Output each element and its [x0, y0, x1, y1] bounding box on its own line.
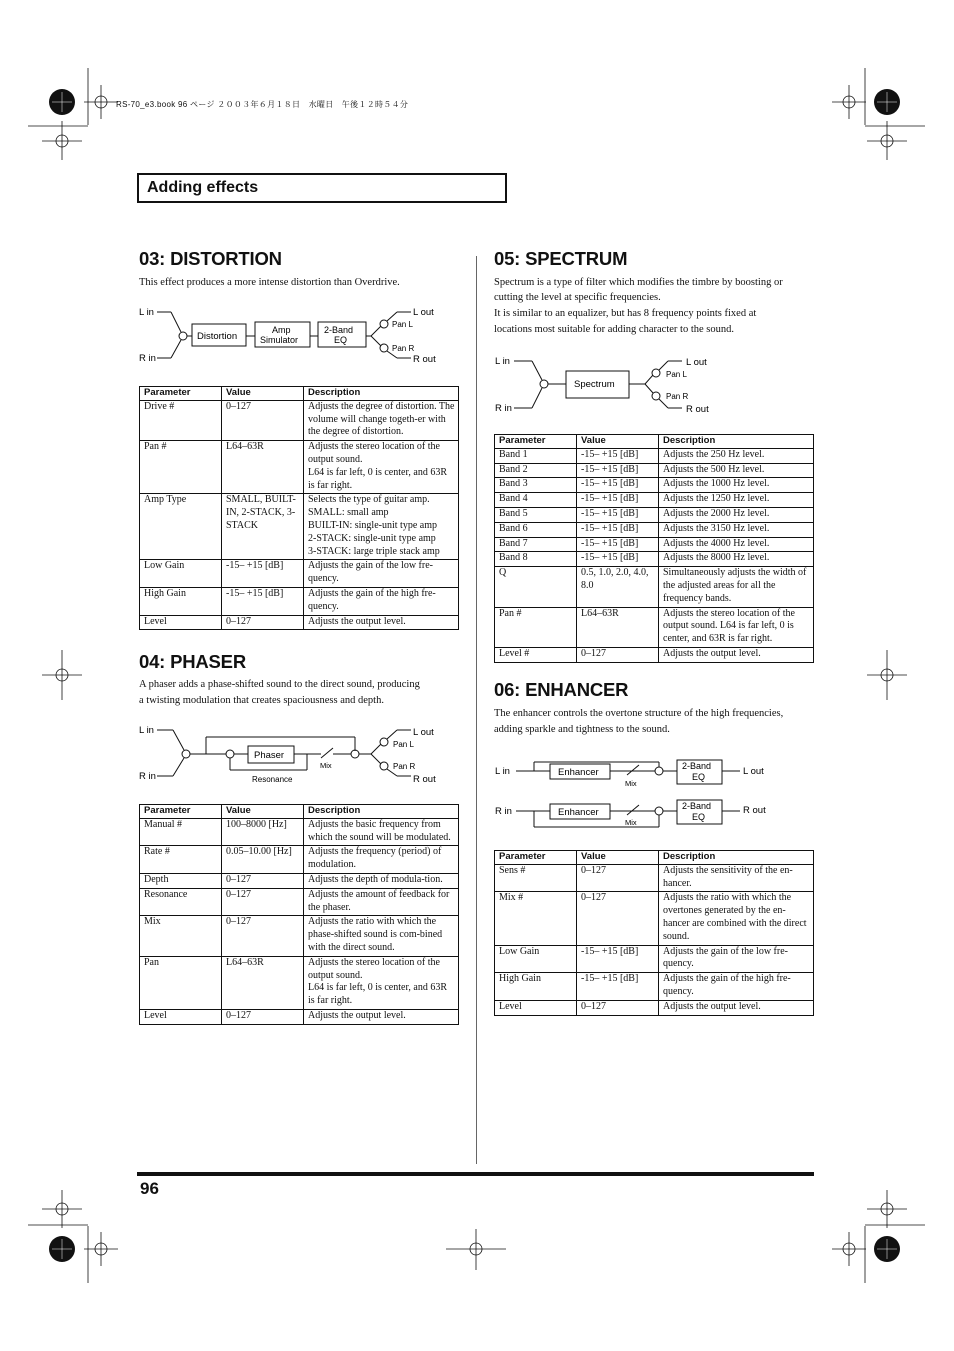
cell-value: -15– +15 [dB]: [577, 507, 659, 522]
cell-description: Adjusts the gain of the high fre-quency.: [659, 973, 814, 1001]
cell-description: Adjusts the stereo location of the output sound. L64 is far left, 0 is center, and 63R is far right.: [304, 956, 459, 1009]
cell-value: 0.5, 1.0, 2.0, 4.0, 8.0: [577, 567, 659, 607]
cell-description: Adjusts the stereo location of the output sound. L64 is far left, 0 is center, and 63R is far right.: [659, 607, 814, 647]
spectrum-pan-l: Pan L: [666, 370, 687, 379]
spectrum-intro-line3: It is similar to an equalizer, but has 8 frequency points fixed at: [494, 308, 757, 319]
col-parameter: Parameter: [140, 805, 222, 819]
cell-value: -15– +15 [dB]: [577, 493, 659, 508]
phaser-block: Phaser: [254, 750, 285, 761]
cell-value: -15– +15 [dB]: [577, 945, 659, 973]
cell-description: Adjusts the sensitivity of the en-hancer.: [659, 864, 814, 892]
cell-parameter: Rate #: [140, 846, 222, 874]
phaser-title: 04: PHASER: [139, 651, 246, 672]
cell-parameter: Drive #: [140, 400, 222, 440]
table-row: [495, 567, 814, 607]
cell-parameter: High Gain: [140, 587, 222, 615]
cell-value: L64–63R: [577, 607, 659, 647]
cell-parameter: Band 1: [495, 448, 577, 463]
spectrum-l-out: L out: [686, 357, 707, 368]
cell-parameter: Resonance: [140, 888, 222, 916]
enhancer-table: [494, 850, 814, 1016]
page-number: 96: [140, 1179, 159, 1198]
cell-value: -15– +15 [dB]: [577, 463, 659, 478]
table-row: [140, 615, 459, 630]
cell-description: Adjusts the 4000 Hz level.: [659, 537, 814, 552]
cell-value: SMALL, BUILT-IN, 2-STACK, 3-STACK: [222, 494, 304, 560]
table-row: [140, 587, 459, 615]
cell-description: Adjusts the degree of distortion. The volume will change togeth-er with the degree of distortion.: [304, 400, 459, 440]
cell-description: Adjusts the depth of modula-tion.: [304, 873, 459, 888]
table-row: [140, 916, 459, 956]
cell-parameter: Low Gain: [140, 560, 222, 588]
table-row: [140, 400, 459, 440]
phaser-diagram: [135, 720, 455, 788]
dist-block-amp-sim: Simulator: [260, 335, 299, 345]
cell-value: 0–127: [577, 1000, 659, 1015]
spectrum-block: Spectrum: [574, 379, 615, 390]
enh-eq-r-b: EQ: [692, 812, 706, 822]
enh-block-r: Enhancer: [558, 807, 599, 818]
cell-parameter: Mix #: [495, 892, 577, 945]
cell-description: Adjusts the 1000 Hz level.: [659, 478, 814, 493]
cell-value: -15– +15 [dB]: [577, 537, 659, 552]
cell-parameter: Level: [140, 615, 222, 630]
col-description: Description: [304, 805, 459, 819]
phaser-table: [139, 804, 459, 1025]
cell-parameter: Amp Type: [140, 494, 222, 560]
spectrum-r-in: R in: [495, 403, 512, 414]
cell-description: Selects the type of guitar amp. SMALL: small amp BUILT-IN: single-unit type amp 2-STACK: single-unit type amp 3-STACK: large triple stack amp: [304, 494, 459, 560]
phaser-l-in: L in: [139, 725, 154, 736]
cell-description: Adjusts the output level.: [304, 615, 459, 630]
table-row: [495, 448, 814, 463]
cell-description: Adjusts the amount of feedback for the phaser.: [304, 888, 459, 916]
table-row: [495, 973, 814, 1001]
cell-value: -15– +15 [dB]: [577, 552, 659, 567]
spectrum-intro-line4: locations most suitable for adding character to the sound.: [494, 324, 734, 335]
cell-parameter: Depth: [140, 873, 222, 888]
table-row: [495, 537, 814, 552]
dist-block-distortion: Distortion: [197, 331, 238, 342]
phaser-intro-line2: a twisting modulation that creates spaciousness and depth.: [139, 695, 384, 706]
dist-block-amp: Amp: [272, 325, 291, 335]
dist-pan-r: Pan R: [392, 344, 415, 353]
phaser-pan-r: Pan R: [393, 762, 416, 771]
spectrum-pan-r: Pan R: [666, 392, 689, 401]
cell-description: Adjusts the basic frequency from which the sound will be modulated.: [304, 818, 459, 846]
cell-value: 0–127: [222, 873, 304, 888]
cell-description: Adjusts the output level.: [659, 647, 814, 662]
cell-value: 0–127: [222, 615, 304, 630]
cell-description: Adjusts the 1250 Hz level.: [659, 493, 814, 508]
enh-block-l: Enhancer: [558, 767, 599, 778]
cell-description: Adjusts the 3150 Hz level.: [659, 522, 814, 537]
phaser-r-in: R in: [139, 771, 156, 782]
table-row: [140, 818, 459, 846]
dist-r-in: R in: [139, 353, 156, 364]
table-row: [495, 478, 814, 493]
print-header: RS-70_e3.book 96 ページ ２００３年６月１８日 水曜日 午後１２時５４分: [116, 100, 409, 109]
table-row: [495, 507, 814, 522]
cell-parameter: Sens #: [495, 864, 577, 892]
col-description: Description: [304, 387, 459, 401]
table-row: [495, 522, 814, 537]
cell-description: Adjusts the output level.: [659, 1000, 814, 1015]
cell-description: Adjusts the stereo location of the output sound. L64 is far left, 0 is center, and 63R is far right.: [304, 441, 459, 494]
table-row: [495, 607, 814, 647]
cell-value: -15– +15 [dB]: [577, 478, 659, 493]
enh-eq-l-a: 2-Band: [682, 761, 712, 771]
col-value: Value: [222, 805, 304, 819]
table-row: [140, 888, 459, 916]
cell-description: Adjusts the gain of the low fre-quency.: [659, 945, 814, 973]
cell-parameter: Level: [140, 1009, 222, 1024]
enh-mix-l: Mix: [625, 779, 637, 788]
enhancer-diagram: [492, 752, 792, 832]
cell-parameter: Band 2: [495, 463, 577, 478]
cell-parameter: Pan #: [140, 441, 222, 494]
distortion-diagram: [135, 302, 455, 368]
col-parameter: Parameter: [140, 387, 222, 401]
cell-description: Adjusts the output level.: [304, 1009, 459, 1024]
enh-eq-r-a: 2-Band: [682, 801, 712, 811]
cell-value: -15– +15 [dB]: [577, 973, 659, 1001]
table-row: [140, 846, 459, 874]
cell-parameter: Q: [495, 567, 577, 607]
cell-value: -15– +15 [dB]: [577, 522, 659, 537]
cell-value: -15– +15 [dB]: [577, 448, 659, 463]
table-row: [140, 1009, 459, 1024]
cell-description: Adjusts the 250 Hz level.: [659, 448, 814, 463]
enh-r-out: R out: [743, 805, 766, 816]
spectrum-table: [494, 434, 814, 663]
table-row: [495, 463, 814, 478]
cell-parameter: Band 6: [495, 522, 577, 537]
enh-mix-r: Mix: [625, 818, 637, 827]
cell-description: Adjusts the ratio with which the overtones generated by the en-hancer are combined with the direct sound.: [659, 892, 814, 945]
cell-description: Adjusts the gain of the low fre-quency.: [304, 560, 459, 588]
footer-rule: [137, 1172, 814, 1176]
table-row: [495, 647, 814, 662]
section-title: Adding effects: [137, 173, 507, 203]
cell-description: Simultaneously adjusts the width of the adjusted areas for all the frequency bands.: [659, 567, 814, 607]
enhancer-intro-line2: adding sparkle and tightness to the sound.: [494, 724, 670, 735]
table-row: [495, 892, 814, 945]
cell-description: Adjusts the 8000 Hz level.: [659, 552, 814, 567]
distortion-intro: This effect produces a more intense distortion than Overdrive.: [139, 277, 400, 288]
cell-parameter: Manual #: [140, 818, 222, 846]
cell-value: -15– +15 [dB]: [222, 587, 304, 615]
cell-parameter: Pan #: [495, 607, 577, 647]
cell-value: 0–127: [222, 1009, 304, 1024]
enh-l-out: L out: [743, 766, 764, 777]
cell-value: 100–8000 [Hz]: [222, 818, 304, 846]
enhancer-title: 06: ENHANCER: [494, 679, 629, 700]
phaser-intro-line1: A phaser adds a phase-shifted sound to the direct sound, producing: [139, 679, 420, 690]
col-parameter: Parameter: [495, 435, 577, 449]
cell-parameter: High Gain: [495, 973, 577, 1001]
dist-r-out: R out: [413, 354, 436, 365]
table-row: [140, 494, 459, 560]
cell-value: -15– +15 [dB]: [222, 560, 304, 588]
dist-block-eq-a: 2-Band: [324, 325, 354, 335]
table-row: [140, 560, 459, 588]
col-value: Value: [577, 435, 659, 449]
enh-l-in: L in: [495, 766, 510, 777]
table-row: [140, 441, 459, 494]
cell-parameter: Band 3: [495, 478, 577, 493]
cell-description: Adjusts the ratio with which the phase-shifted sound is com-bined with the direct sound.: [304, 916, 459, 956]
col-parameter: Parameter: [495, 851, 577, 865]
spectrum-r-out: R out: [686, 404, 709, 415]
cell-parameter: Low Gain: [495, 945, 577, 973]
cell-value: 0–127: [222, 400, 304, 440]
col-value: Value: [577, 851, 659, 865]
phaser-resonance: Resonance: [252, 775, 293, 784]
table-row: [495, 1000, 814, 1015]
cell-parameter: Band 7: [495, 537, 577, 552]
dist-l-out: L out: [413, 307, 434, 318]
column-divider: [476, 256, 477, 1164]
cell-value: L64–63R: [222, 956, 304, 1009]
phaser-l-out: L out: [413, 727, 434, 738]
dist-block-eq-b: EQ: [334, 335, 348, 345]
distortion-table: [139, 386, 459, 630]
distortion-title: 03: DISTORTION: [139, 248, 282, 269]
table-row: [140, 956, 459, 1009]
cell-parameter: Band 5: [495, 507, 577, 522]
enh-eq-l-b: EQ: [692, 772, 706, 782]
table-row: [495, 864, 814, 892]
cell-parameter: Level #: [495, 647, 577, 662]
enhancer-intro-line1: The enhancer controls the overtone structure of the high frequencies,: [494, 708, 784, 719]
cell-description: Adjusts the frequency (period) of modulation.: [304, 846, 459, 874]
cell-value: 0–127: [577, 647, 659, 662]
spectrum-title: 05: SPECTRUM: [494, 248, 628, 269]
cell-parameter: Pan: [140, 956, 222, 1009]
cell-value: 0–127: [577, 892, 659, 945]
cell-parameter: Band 8: [495, 552, 577, 567]
spectrum-diagram: [492, 351, 732, 417]
cell-description: Adjusts the gain of the high fre-quency.: [304, 587, 459, 615]
cell-parameter: Level: [495, 1000, 577, 1015]
cell-value: 0–127: [222, 888, 304, 916]
spectrum-intro-line1: Spectrum is a type of filter which modifies the timbre by boosting or: [494, 277, 783, 288]
phaser-mix: Mix: [320, 761, 332, 770]
dist-l-in: L in: [139, 307, 154, 318]
cell-value: 0.05–10.00 [Hz]: [222, 846, 304, 874]
enh-r-in: R in: [495, 806, 512, 817]
col-value: Value: [222, 387, 304, 401]
cell-parameter: Band 4: [495, 493, 577, 508]
table-row: [140, 873, 459, 888]
spectrum-l-in: L in: [495, 356, 510, 367]
cell-value: L64–63R: [222, 441, 304, 494]
cell-parameter: Mix: [140, 916, 222, 956]
cell-value: 0–127: [577, 864, 659, 892]
phaser-pan-l: Pan L: [393, 740, 414, 749]
spectrum-intro-line2: cutting the level at specific frequencies.: [494, 292, 661, 303]
cell-description: Adjusts the 500 Hz level.: [659, 463, 814, 478]
phaser-r-out: R out: [413, 774, 436, 785]
table-row: [495, 552, 814, 567]
dist-pan-l: Pan L: [392, 320, 413, 329]
col-description: Description: [659, 851, 814, 865]
col-description: Description: [659, 435, 814, 449]
cell-value: 0–127: [222, 916, 304, 956]
cell-description: Adjusts the 2000 Hz level.: [659, 507, 814, 522]
table-row: [495, 493, 814, 508]
table-row: [495, 945, 814, 973]
